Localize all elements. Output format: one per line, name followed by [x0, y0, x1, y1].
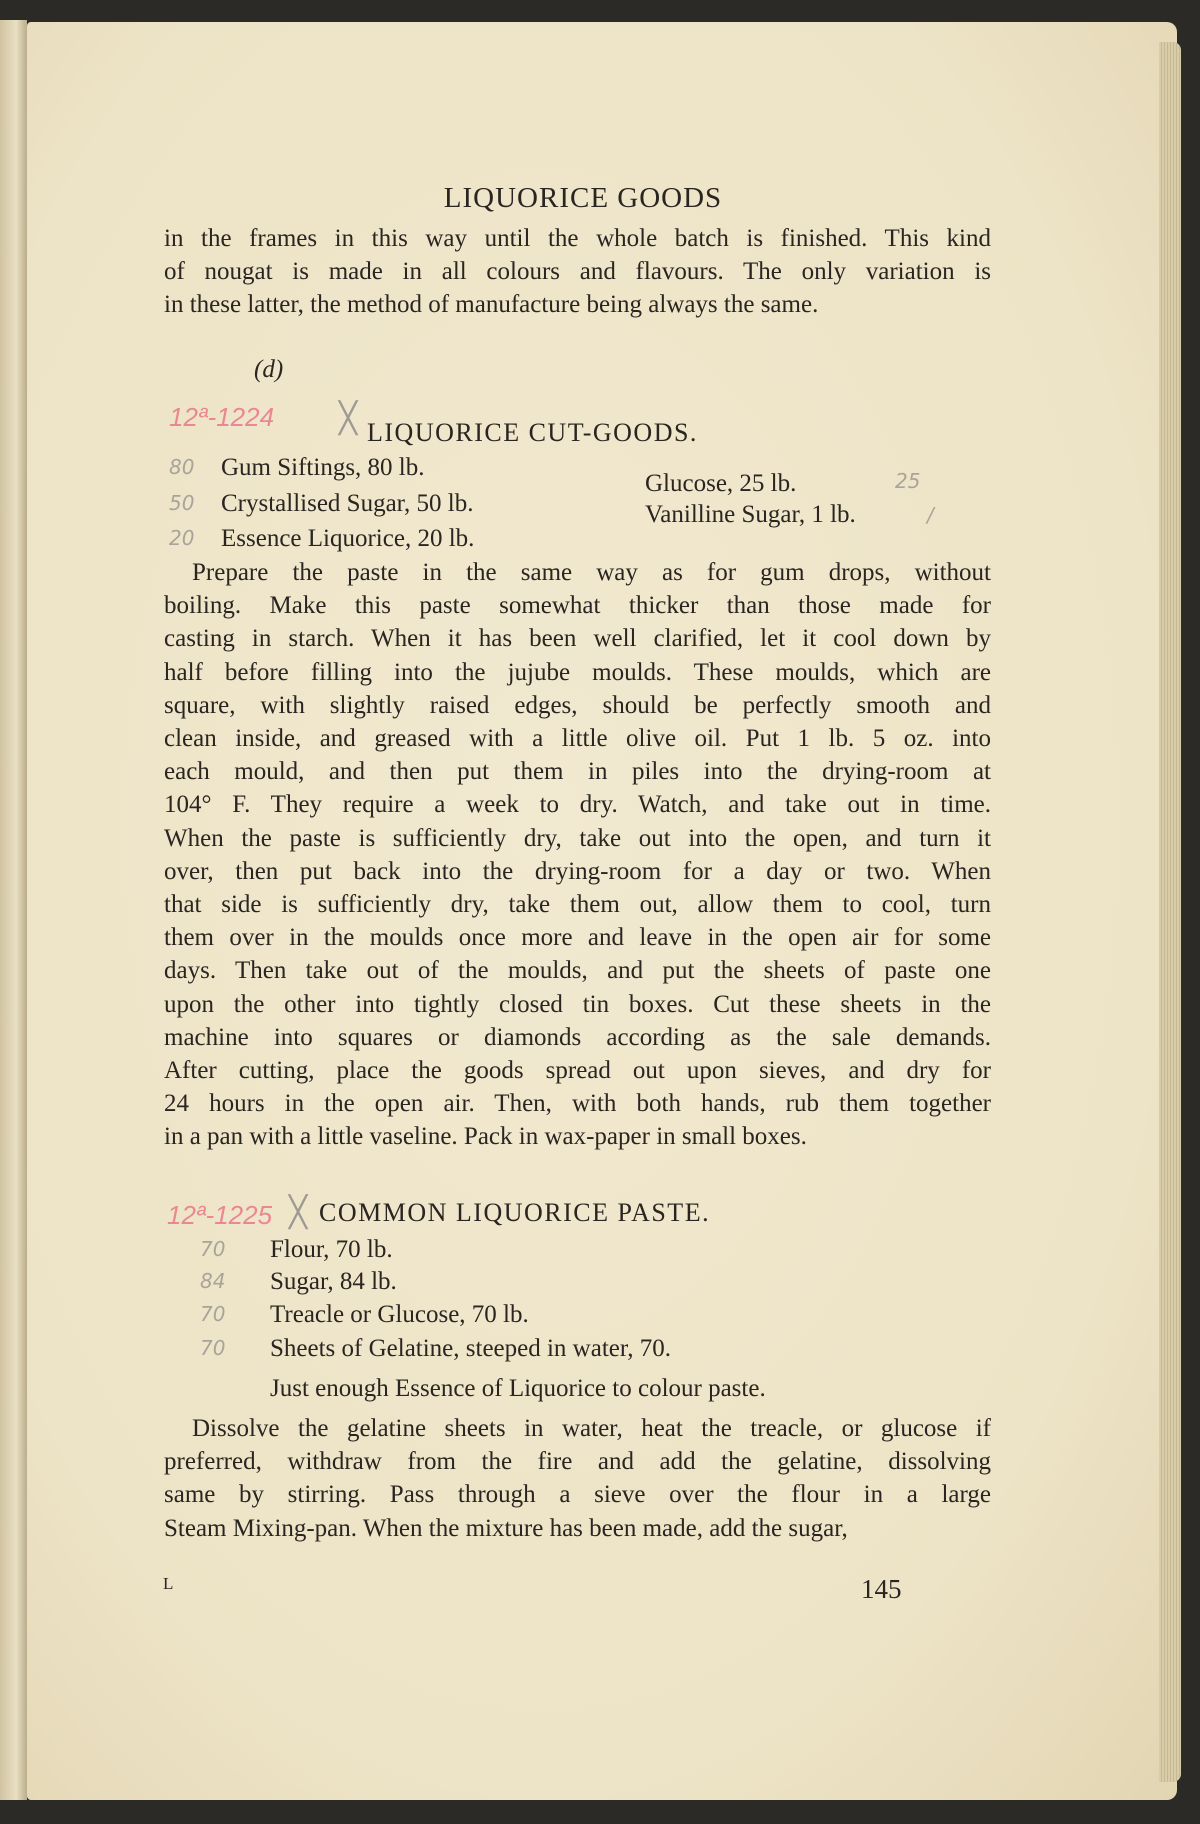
page-number: 145 [861, 1574, 902, 1604]
text-line: of nougat is made in all colours and flavours. The only variation is [164, 258, 991, 286]
ingredient: Vanilline Sugar, 1 lb. [645, 501, 856, 528]
text-line: each mould, and then put them in piles into the drying-room at [164, 758, 991, 786]
pencil-quantity: 84 [200, 1269, 226, 1293]
signature-mark: L [163, 1574, 174, 1593]
text-line: Steam Mixing-pan. When the mixture has been made, add the sugar, [164, 1514, 848, 1542]
pencil-quantity: 70 [200, 1302, 226, 1326]
pencil-quantity: 25 [895, 469, 921, 493]
text-line: in these latter, the method of manufacture being always the same. [164, 291, 819, 319]
text-line: After cutting, place the goods spread out upon sieves, and dry for [164, 1057, 991, 1085]
text-line: them over in the moulds once more and leave in the open air for some [164, 924, 991, 952]
text-line: 24 hours in the open air. Then, with both hands, rub them together [164, 1090, 991, 1118]
section-label: (d) [254, 356, 284, 383]
ingredient: Flour, 70 lb. [270, 1236, 393, 1263]
ingredient: Gum Siftings, 80 lb. [221, 454, 425, 481]
text-line: in the frames in this way until the whole batch is finished. This kind [164, 225, 991, 252]
ingredient: Sheets of Gelatine, steeped in water, 70. [270, 1335, 671, 1362]
text-line: in a pan with a little vaseline. Pack in wax-paper in small boxes. [164, 1123, 807, 1151]
running-head: LIQUORICE GOODS [443, 182, 723, 214]
text-line: upon the other into tightly closed tin boxes. Cut these sheets in the [164, 990, 991, 1018]
text-line: machine into squares or diamonds according as the sale demands. [164, 1023, 991, 1051]
text-line: that side is sufficiently dry, take them out, allow them to cool, turn [164, 891, 991, 919]
facing-page-edge [0, 20, 27, 1800]
recipe-title: COMMON LIQUORICE PASTE. [319, 1198, 711, 1227]
pencil-quantity: 50 [169, 491, 195, 515]
pencil-check-mark: ╳ [289, 1195, 308, 1230]
text-line: half before filling into the jujube moulds. These moulds, which are [164, 658, 991, 686]
text-line: casting in starch. When it has been well clarified, let it cool down by [164, 625, 991, 653]
pencil-quantity: 70 [200, 1237, 226, 1261]
paragraph-paste-method [164, 1412, 991, 1545]
ingredient: Glucose, 25 lb. [645, 470, 797, 497]
paragraph-cut-goods-method [164, 556, 991, 1154]
handwritten-recipe-number: 12ª-1225 [167, 1200, 273, 1230]
text-line: clean inside, and greased with a little olive oil. Put 1 lb. 5 oz. into [164, 725, 991, 753]
text-line: over, then put back into the drying-room for a day or two. When [164, 857, 991, 885]
ingredient: Treacle or Glucose, 70 lb. [270, 1301, 529, 1328]
paragraph-intro [164, 222, 991, 322]
pencil-quantity: 20 [169, 526, 195, 550]
pencil-check-mark: ╳ [339, 401, 358, 436]
recipe-title: LIQUORICE CUT-GOODS. [367, 418, 698, 447]
handwritten-recipe-number: 12ª-1224 [169, 402, 275, 432]
book-page [27, 22, 1177, 1800]
ingredient: Just enough Essence of Liquorice to colour paste. [270, 1375, 766, 1402]
text-line: When the paste is sufficiently dry, take out into the open, and turn it [164, 824, 991, 852]
text-line: 104° F. They require a week to dry. Watch, and take out in time. [164, 791, 991, 819]
pencil-quantity: / [927, 503, 934, 527]
text-line: square, with slightly raised edges, should be perfectly smooth and [164, 691, 991, 719]
ingredient: Crystallised Sugar, 50 lb. [221, 490, 474, 517]
text-line: Dissolve the gelatine sheets in water, heat the treacle, or glucose if [192, 1415, 991, 1442]
text-line: Prepare the paste in the same way as for gum drops, without [192, 559, 991, 586]
text-line: preferred, withdraw from the fire and add the gelatine, dissolving [164, 1448, 991, 1476]
ingredient: Essence Liquorice, 20 lb. [221, 525, 475, 552]
page-stack-edge [1159, 42, 1181, 1782]
text-line: days. Then take out of the moulds, and put the sheets of paste one [164, 957, 991, 985]
ingredient: Sugar, 84 lb. [270, 1268, 397, 1295]
pencil-quantity: 80 [169, 455, 195, 479]
text-line: same by stirring. Pass through a sieve over the flour in a large [164, 1481, 991, 1509]
text-line: boiling. Make this paste somewhat thicker than those made for [164, 592, 991, 620]
pencil-quantity: 70 [200, 1336, 226, 1360]
